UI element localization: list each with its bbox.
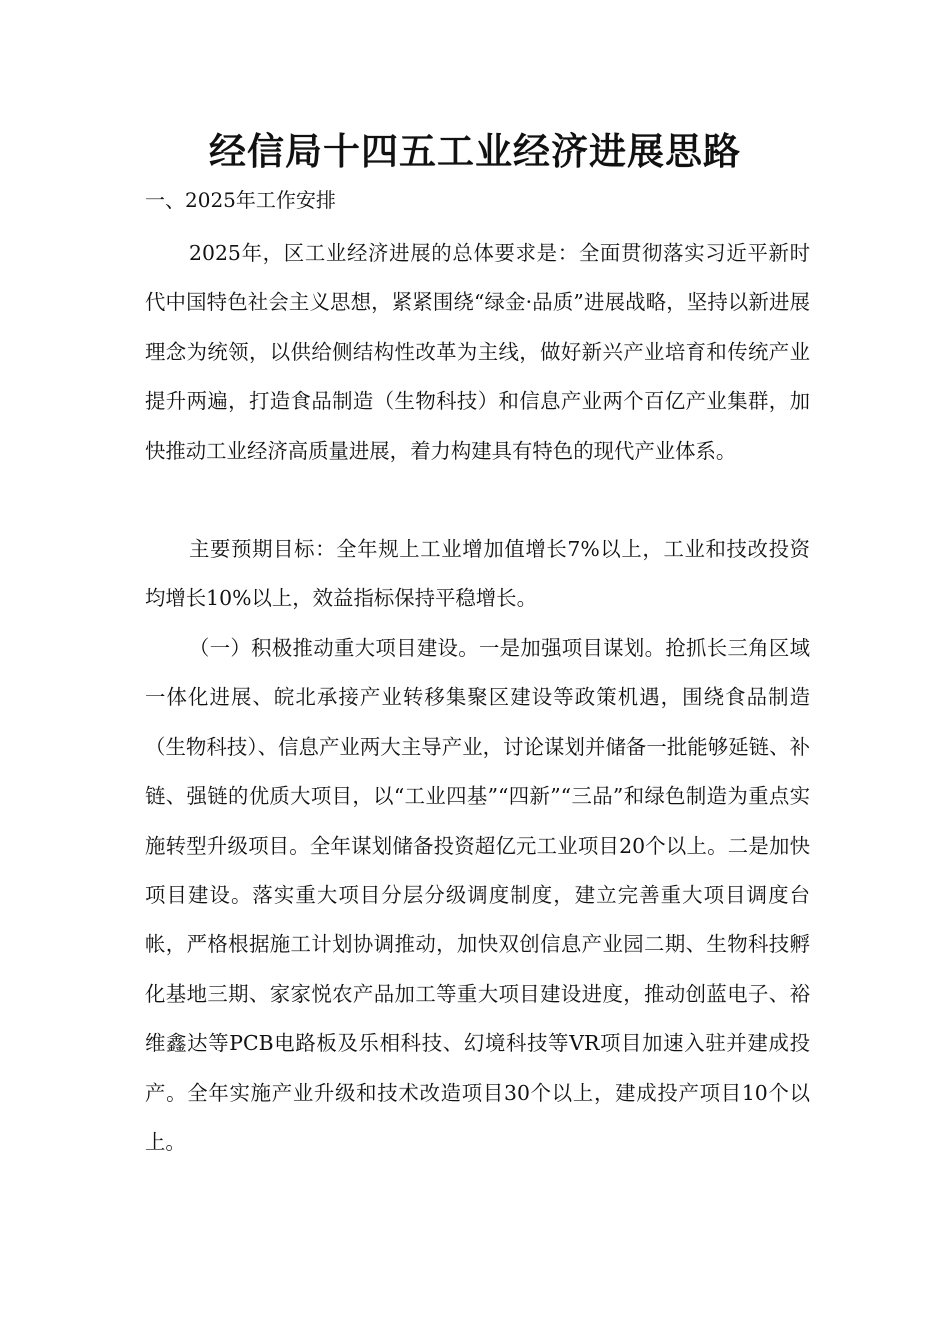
paragraph-overall-requirements: 2025年，区工业经济进展的总体要求是：全面贯彻落实习近平新时代中国特色社会主义思想，紧紧围绕“绿金·品质”进展战略，坚持以新进展理念为统领，以供给侧结构性改革为主线，做好新兴产业培育和传统产业提升两遍，打造食品制造（生物科技）和信息产业两个百亿产业集群，加快推动工业经济高质量进展，着力构建具有特色的现代产业体系。 [145, 241, 810, 463]
section-heading: 一、2025年工作安排 [145, 188, 336, 212]
paragraph-expected-targets: 主要预期目标：全年规上工业增加值增长7%以上，工业和技改投资均增长10%以上，效益指标保持平稳增长。 [145, 537, 810, 611]
document-title: 经信局十四五工业经济进展思路 [209, 130, 741, 173]
paragraph-major-projects: （一）积极推动重大项目建设。一是加强项目谋划。抢抓长三角区域一体化进展、皖北承接产业转移集聚区建设等政策机遇，围绕食品制造（生物科技）、信息产业两大主导产业，讨论谋划并储备一批能够延链、补链、强链的优质大项目，以“工业四基”“四新”“三品”和绿色制造为重点实施转型升级项目。全年谋划储备投资超亿元工业项目20个以上。二是加快项目建设。落实重大项目分层分级调度制度，建立完善重大项目调度台帐，严格根据施工计划协调推动，加快双创信息产业园二期、生物科技孵化基地三期、家家悦农产品加工等重大项目建设进度，推动创蓝电子、裕维鑫达等PCB电路板及乐相科技、幻境科技等VR项目加速入驻并建成投产。全年实施产业升级和技术改造项目30个以上，建成投产项目10个以上。 [145, 636, 810, 1155]
